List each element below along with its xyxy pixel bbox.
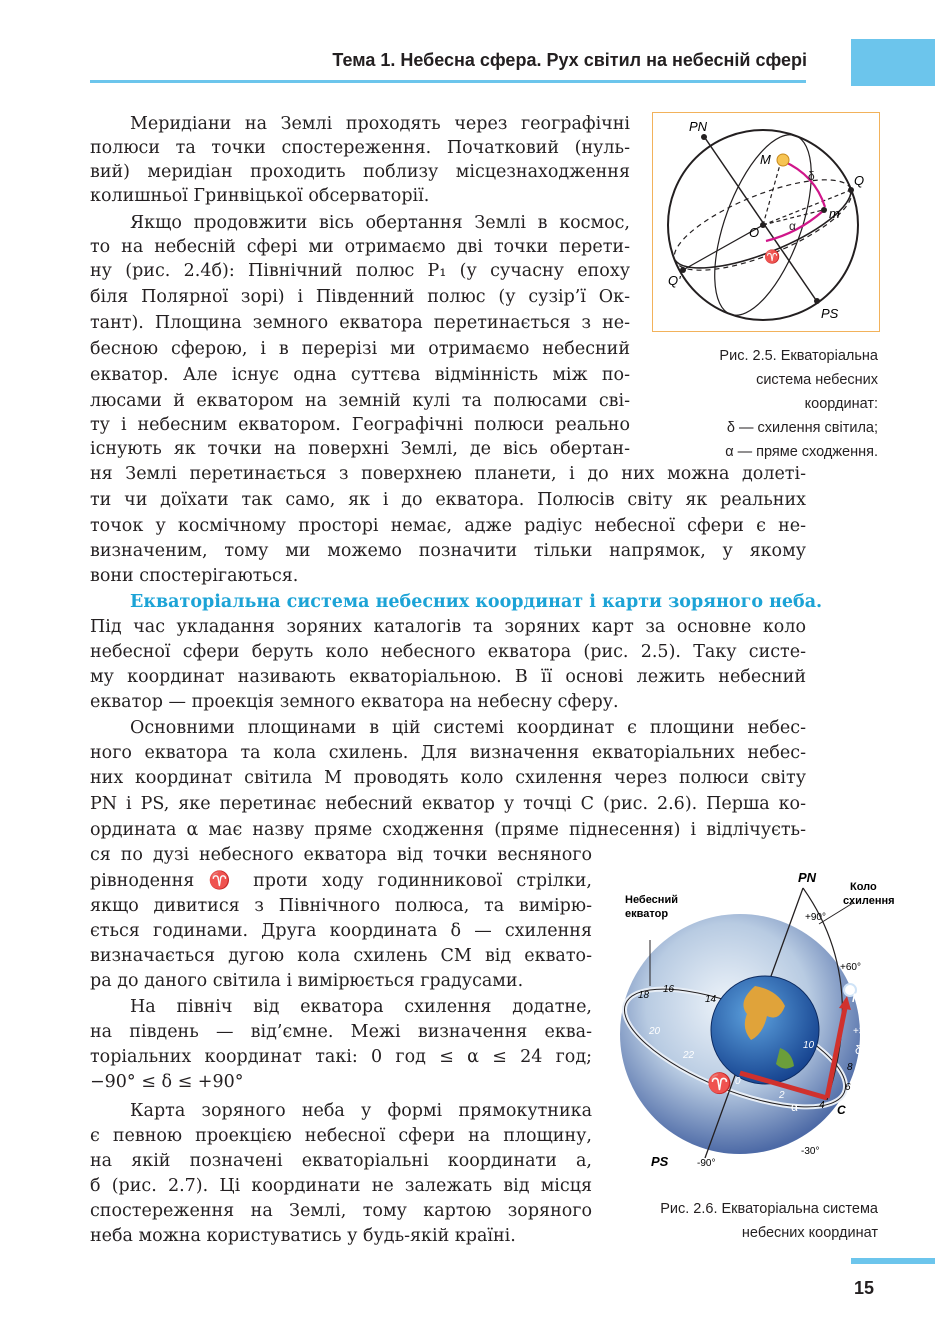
label-m-upper: M bbox=[760, 152, 771, 167]
text-line: рівнодення ♈ проти ходу годинникової стрілки, bbox=[90, 871, 592, 891]
text-line: них координат світила M проводять коло схилення через полюси світу bbox=[90, 768, 806, 788]
text-line: екватор — проекція земного екватора на небесну сферу. bbox=[90, 692, 619, 712]
label-equator-2: екватор bbox=[625, 908, 669, 920]
label-deg-m90: -90° bbox=[697, 1158, 716, 1169]
text-line: −90° ≤ δ ≤ +90° bbox=[90, 1072, 244, 1092]
text-line: визначеним, тому ми можемо позначити тільки напрямок, у якому bbox=[90, 541, 806, 561]
text-line: Карта зоряного неба у формі прямокутника bbox=[130, 1101, 592, 1121]
text-line: на якій позначені екваторіальні координати а, bbox=[90, 1151, 592, 1171]
text-line: PN і PS, яке перетинає небесний екватор у точці C (рис. 2.6). Перша ко- bbox=[90, 794, 806, 814]
point-m bbox=[821, 207, 827, 213]
hour-label: 2 bbox=[779, 1090, 785, 1101]
text-line: Основними площинами в цій системі координат є площини небес- bbox=[130, 718, 806, 738]
caption-line: Рис. 2.6. Екваторіальна система bbox=[660, 1201, 878, 1217]
caption-line: δ — схилення світила; bbox=[726, 420, 878, 436]
hour-label: 18 bbox=[638, 990, 650, 1001]
label-deg-m30: -30° bbox=[801, 1146, 820, 1157]
text-line: ного екватора та кола схилень. Для визначення екваторіальних небес- bbox=[90, 743, 806, 763]
text-line: то на небесній сфері ми отримаємо дві точки перети- bbox=[90, 237, 630, 257]
celestial-sphere-diagram bbox=[653, 113, 879, 331]
caption-line: система небесних bbox=[756, 372, 878, 388]
header-tab bbox=[851, 39, 935, 86]
text-line: колишньої Гринвіцької обсерваторії. bbox=[90, 186, 430, 206]
label-circle-2: схилення bbox=[843, 895, 895, 907]
label-q-prime: Q' bbox=[668, 273, 681, 288]
text-line: ється годинами. Друга координата δ — схилення bbox=[90, 921, 592, 941]
text-line: ту і небесним екватором. Географічні полюси реально bbox=[90, 415, 630, 435]
label-m-lower: m bbox=[829, 206, 840, 221]
radius-to-star bbox=[763, 161, 781, 225]
footer-rule bbox=[851, 1258, 935, 1264]
point-q-prime bbox=[680, 267, 686, 273]
text-line: визначається дугою кола схилень CM від еквато- bbox=[90, 946, 592, 966]
hour-label: 22 bbox=[683, 1050, 695, 1061]
star-m bbox=[777, 154, 789, 166]
text-line: ти чи доїхати так само, як і до екватора. Полюсів світу як реальних bbox=[90, 490, 806, 510]
text-line: Якщо продовжити вісь обертання Землі в космос, bbox=[130, 213, 630, 233]
label-ps: PS bbox=[821, 306, 839, 321]
text-line: неба можна користуватись у будь-якій країні. bbox=[90, 1226, 516, 1246]
running-header: Тема 1. Небесна сфера. Рух світил на небесній сфері bbox=[332, 50, 807, 70]
label-pn: PN bbox=[689, 119, 708, 134]
delta-arc bbox=[783, 161, 825, 207]
caption-line: α — пряме сходження. bbox=[725, 444, 878, 460]
label-deg-p60: +60° bbox=[840, 962, 861, 973]
celestial-globe-illustration bbox=[605, 868, 895, 1180]
figure-2-5 bbox=[652, 112, 880, 332]
hour-label: 4 bbox=[819, 1100, 825, 1111]
text-line: вони спостерігаються. bbox=[90, 566, 299, 586]
text-line: Меридіани на Землі проходять через географічні bbox=[130, 114, 630, 134]
text-line: тант). Площина земного екватора перетинається з не- bbox=[90, 313, 630, 333]
text-line: спостереження на Землі, тому картою зоряного bbox=[90, 1201, 592, 1221]
label-delta: δ bbox=[855, 1043, 862, 1057]
text-line: Під час укладання зоряних каталогів та зоряних карт за основне коло bbox=[90, 617, 806, 637]
hour-label: 0 bbox=[735, 1076, 741, 1087]
text-line: ра до даного світила і вимірюється градусами. bbox=[90, 971, 524, 991]
text-line: б (рис. 2.7). Ці координати не залежать від місця bbox=[90, 1176, 592, 1196]
text-line: є певною проекцією небесної сфери на площину, bbox=[90, 1126, 592, 1146]
label-q: Q bbox=[854, 173, 865, 188]
figure-2-6-caption bbox=[600, 1197, 878, 1245]
text-line: екватор. Але існує одна суттєва відмінність між по- bbox=[90, 365, 630, 385]
caption-line: координат: bbox=[804, 396, 878, 412]
text-line: бесною сферою, і в перерізі ми отримаємо небесний bbox=[90, 339, 630, 359]
text-line: якщо дивитися з Північного полюса, та вимірю- bbox=[90, 896, 592, 916]
text-line: ня Землі перетинається з поверхнею планети, і до них можна долеті- bbox=[90, 464, 806, 484]
label-equator-1: Небесний bbox=[625, 894, 678, 906]
text-line: На північ від екватора схилення додатне, bbox=[130, 997, 592, 1017]
text-line: люсами й екватором на земній кулі та полюсами сві- bbox=[90, 391, 630, 411]
text-line: ордината α має назву пряме сходження (пряме піднесення) і відлічуєть- bbox=[90, 820, 806, 840]
page-number: 15 bbox=[854, 1278, 875, 1298]
label-c: C bbox=[837, 1103, 846, 1117]
caption-line: Рис. 2.5. Екваторіальна bbox=[719, 348, 878, 364]
pole-pn bbox=[701, 134, 707, 140]
text-line: вий) меридіан проходить поблизу місцезнаходження bbox=[90, 162, 630, 182]
text-line: ся по дузі небесного екватора від точки весняного bbox=[90, 845, 592, 865]
hour-label: 8 bbox=[847, 1062, 853, 1073]
section-heading: Екваторіальна система небесних координат і карти зоряного неба. bbox=[130, 592, 823, 612]
text-line: полюси та точки спостереження. Початковий (нуль- bbox=[90, 138, 630, 158]
aries-icon: ♈ bbox=[764, 249, 781, 264]
aries-icon: ♈ bbox=[707, 1073, 732, 1095]
header-rule bbox=[90, 80, 806, 83]
label-ps: PS bbox=[651, 1154, 669, 1169]
label-deg-p30: +30° bbox=[853, 1026, 874, 1037]
hour-label: 14 bbox=[705, 994, 717, 1005]
label-deg-p90: +90° bbox=[805, 912, 826, 923]
hour-label: 20 bbox=[649, 1026, 661, 1037]
center-o bbox=[760, 222, 766, 228]
text-line: точок у космічному просторі немає, адже радіус небесної сфери є не- bbox=[90, 516, 806, 536]
text-line: на південь — від’ємне. Межі визначення еква- bbox=[90, 1022, 592, 1042]
text-line: існують як точки на поверхні Землі, де вісь обертан- bbox=[90, 439, 630, 459]
caption-line: небесних координат bbox=[741, 1225, 878, 1241]
hour-label: 6 bbox=[845, 1082, 851, 1093]
text-line: ну (рис. 2.4б): Північний полюс P₁ (у сучасну епоху bbox=[90, 261, 630, 281]
hour-label: 16 bbox=[663, 984, 675, 995]
text-line: небесної сфери беруть коло небесного екватора (рис. 2.5). Таку систе- bbox=[90, 642, 806, 662]
label-alpha: α bbox=[789, 219, 796, 233]
figure-2-6 bbox=[605, 868, 895, 1180]
pole-ps bbox=[814, 298, 820, 304]
label-o: O bbox=[749, 225, 760, 240]
text-line: торіальних координат такі: 0 год ≤ α ≤ 24 год; bbox=[90, 1047, 592, 1067]
text-line: біля Полярної зорі) і Південний полюс (у сузір’ї Ок- bbox=[90, 287, 630, 307]
label-alpha: α bbox=[791, 1100, 798, 1114]
label-delta: δ bbox=[808, 169, 815, 183]
figure-2-5-caption bbox=[640, 344, 878, 464]
text-line: му координат називають екваторіальною. В її основі лежить небесний bbox=[90, 667, 806, 687]
label-circle-1: Коло bbox=[850, 881, 877, 893]
label-m: M bbox=[852, 991, 862, 1005]
hour-label: 10 bbox=[803, 1040, 815, 1051]
label-pn: PN bbox=[798, 870, 817, 885]
